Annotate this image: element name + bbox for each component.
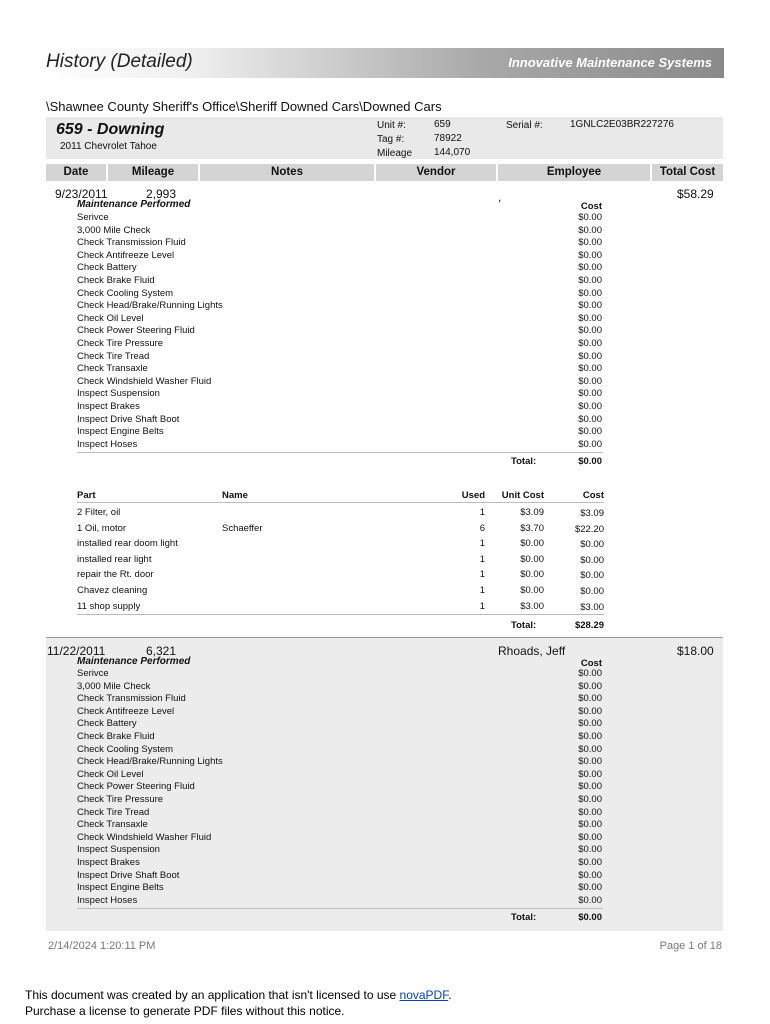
part-used: 1: [479, 553, 485, 565]
print-timestamp: 2/14/2024 1:20:11 PM: [48, 940, 156, 952]
part-cost: $3.09: [580, 508, 604, 519]
maintenance-item-cost: $0.00: [578, 857, 602, 868]
maintenance-item-cost: $0.00: [578, 363, 602, 375]
parts-header-unit-cost: Unit Cost: [501, 490, 544, 501]
maintenance-item: Check Transaxle: [77, 363, 148, 375]
maintenance-item-cost: $0.00: [578, 806, 602, 818]
part-name: 1 Oil, motor: [77, 522, 127, 534]
maintenance-item: Serivce: [77, 212, 109, 223]
maintenance-item-cost: $0.00: [578, 300, 602, 312]
record1-employee: ,: [498, 190, 502, 204]
vehicle-name: 659 - Downing: [56, 121, 165, 138]
maintenance-item-cost: $0.00: [578, 882, 602, 894]
record1-date: 9/23/2011: [55, 187, 108, 201]
maintenance-item: Check Tire Pressure: [77, 338, 164, 349]
report-title: History (Detailed): [46, 51, 193, 72]
serial-label: Serial #:: [506, 120, 543, 131]
maintenance-item-cost: $0.00: [578, 731, 602, 742]
part-name: installed rear doom light: [77, 538, 178, 550]
part-brand: Schaeffer: [222, 522, 263, 534]
maintenance-item-cost: $0.00: [578, 718, 602, 730]
maintenance-item: Inspect Drive Shaft Boot: [77, 413, 180, 425]
maintenance-item-cost: $0.00: [578, 781, 602, 793]
maintenance-item: Check Antifreeze Level: [77, 249, 175, 261]
maintenance-item-cost: $0.00: [578, 831, 602, 843]
maintenance-item: Check Battery: [77, 262, 137, 274]
breadcrumb: \Shawnee County Sheriff's Office\Sheriff Downed Cars\Downed Cars: [46, 99, 442, 114]
record2-mileage: 6,321: [146, 644, 177, 658]
maintenance-item: Check Windshield Washer Fluid: [77, 375, 212, 387]
part-unit-cost: $0.00: [520, 538, 544, 550]
record1-total-cost: $58.29: [677, 187, 714, 201]
record1-maint-divider: [77, 452, 603, 453]
maintenance-item: Check Antifreeze Level: [77, 705, 175, 717]
maintenance-item-cost: $0.00: [578, 237, 602, 249]
maintenance-item-cost: $0.00: [578, 705, 602, 717]
maintenance-item: Check Power Steering Fluid: [77, 781, 195, 793]
maintenance-item: Check Windshield Washer Fluid: [77, 831, 212, 843]
maintenance-item-cost: $0.00: [578, 756, 602, 768]
maintenance-item: Check Brake Fluid: [77, 275, 155, 286]
maintenance-item: Check Cooling System: [77, 287, 174, 299]
maintenance-item: Check Battery: [77, 718, 137, 730]
maintenance-item-cost: $0.00: [578, 438, 602, 450]
part-unit-cost: $0.00: [520, 553, 544, 565]
maintenance-item: Check Cooling System: [77, 743, 174, 755]
maintenance-item: Check Tire Tread: [77, 350, 150, 362]
parts-header-name: Name: [222, 490, 248, 501]
maintenance-item: Inspect Engine Belts: [77, 882, 164, 894]
maintenance-item-cost: $0.00: [578, 894, 602, 906]
record2-date: 11/22/2011: [47, 644, 106, 658]
mileage-label: Mileage: [377, 148, 413, 159]
license-notice-line1: [25, 988, 452, 1002]
novapdf-link[interactable]: novaPDF: [399, 988, 449, 1002]
maintenance-item: Check Transmission Fluid: [77, 237, 186, 249]
maintenance-item: Check Tire Pressure: [77, 794, 164, 805]
record2-cost-header: Cost: [580, 658, 602, 669]
column-header-notes: Notes: [200, 164, 374, 181]
maintenance-item-cost: $0.00: [578, 275, 602, 286]
notice-text: This document was created by an application that isn't licensed to use: [25, 988, 400, 1002]
column-header-date: Date: [46, 164, 106, 181]
part-used: 1: [479, 569, 485, 581]
maintenance-item: Check Transmission Fluid: [77, 693, 186, 705]
vehicle-info-box: [46, 117, 723, 159]
part-cost: $3.00: [580, 601, 604, 613]
maintenance-item: 3,000 Mile Check: [77, 680, 151, 692]
part-used: 1: [479, 538, 485, 550]
unit-label: Unit #:: [377, 120, 406, 131]
part-used: 1: [479, 507, 485, 518]
maintenance-item-cost: $0.00: [578, 413, 602, 425]
part-name: 2 Filter, oil: [77, 507, 121, 518]
part-used: 1: [479, 600, 485, 612]
part-cost: $0.00: [580, 539, 604, 551]
column-header-employee: Employee: [498, 164, 650, 181]
brand-name: Innovative Maintenance Systems: [508, 55, 712, 70]
maintenance-item: Inspect Suspension: [77, 388, 160, 400]
vehicle-model: 2011 Chevrolet Tahoe: [60, 141, 157, 152]
maintenance-item-cost: $0.00: [578, 668, 602, 679]
maintenance-item-cost: $0.00: [578, 375, 602, 387]
page-number: Page 1 of 18: [659, 940, 722, 952]
part-used: 1: [479, 585, 485, 596]
report-header: [37, 48, 724, 78]
parts-header-used: Used: [461, 490, 485, 501]
part-name: repair the Rt. door: [77, 569, 154, 581]
column-header-vendor: Vendor: [376, 164, 496, 181]
maintenance-item: Check Oil Level: [77, 312, 144, 324]
part-unit-cost: $0.00: [520, 569, 544, 581]
parts-header-part: Part: [77, 490, 96, 501]
record2-total-cost: $18.00: [677, 644, 714, 658]
maintenance-item-cost: $0.00: [578, 249, 602, 261]
parts-total-divider: [77, 614, 604, 615]
record2-maint-total-label: Total:: [511, 912, 537, 923]
serial-value: 1GNLC2E03BR227276: [570, 119, 674, 130]
record1-maint-total: $0.00: [578, 456, 602, 467]
part-name: Chavez cleaning: [77, 585, 148, 596]
maintenance-item-cost: $0.00: [578, 844, 602, 856]
part-unit-cost: $3.09: [520, 507, 544, 518]
maintenance-item-cost: $0.00: [578, 224, 602, 236]
maintenance-item-cost: $0.00: [578, 819, 602, 831]
maintenance-item-cost: $0.00: [578, 212, 602, 223]
maintenance-item: Serivce: [77, 668, 109, 679]
maintenance-item-cost: $0.00: [578, 426, 602, 438]
maintenance-item: Inspect Hoses: [77, 894, 138, 906]
maintenance-item: Check Head/Brake/Running Lights: [77, 756, 223, 768]
maintenance-item: Check Tire Tread: [77, 806, 150, 818]
part-cost: $0.00: [580, 554, 604, 566]
record1-cost-header: Cost: [580, 201, 602, 212]
maintenance-item-cost: $0.00: [578, 680, 602, 692]
tag-value: 78922: [434, 133, 462, 144]
part-unit-cost: $3.70: [520, 522, 544, 534]
parts-header-divider: [77, 502, 604, 503]
maintenance-item: Inspect Engine Belts: [77, 426, 164, 438]
record2-maint-total: $0.00: [578, 912, 602, 923]
part-cost: $0.00: [580, 586, 604, 597]
record2-top-divider: [46, 637, 723, 638]
tag-label: Tag #:: [377, 134, 405, 145]
mileage-value: 144,070: [434, 147, 471, 158]
part-unit-cost: $3.00: [520, 600, 544, 612]
maintenance-item-cost: $0.00: [578, 794, 602, 805]
maintenance-item: Check Head/Brake/Running Lights: [77, 300, 223, 312]
maintenance-item: Inspect Hoses: [77, 438, 138, 450]
part-name: 11 shop supply: [77, 600, 141, 612]
record1-mileage: 2,993: [146, 187, 177, 201]
maintenance-item-cost: $0.00: [578, 869, 602, 881]
record2-maint-divider: [77, 908, 603, 909]
record1-parts-total: $28.29: [574, 620, 604, 631]
maintenance-item-cost: $0.00: [578, 388, 602, 400]
column-header-total-cost: Total Cost: [652, 164, 723, 181]
maintenance-item: Inspect Drive Shaft Boot: [77, 869, 180, 881]
maintenance-item: Check Transaxle: [77, 819, 148, 831]
maintenance-item-cost: $0.00: [578, 338, 602, 349]
maintenance-item: Check Power Steering Fluid: [77, 325, 195, 337]
maintenance-item-cost: $0.00: [578, 350, 602, 362]
maintenance-item: Check Brake Fluid: [77, 731, 155, 742]
parts-header-cost: Cost: [582, 490, 604, 501]
part-name: installed rear light: [77, 553, 152, 565]
maintenance-item: Inspect Brakes: [77, 401, 140, 412]
part-cost: $0.00: [580, 570, 604, 582]
record1-maint-title: Maintenance Performed: [77, 199, 191, 210]
maintenance-item: Inspect Brakes: [77, 857, 140, 868]
maintenance-item-cost: $0.00: [578, 312, 602, 324]
maintenance-item-cost: $0.00: [578, 743, 602, 755]
notice-period: .: [448, 988, 452, 1002]
maintenance-item-cost: $0.00: [578, 401, 602, 412]
maintenance-item: 3,000 Mile Check: [77, 224, 151, 236]
unit-value: 659: [434, 119, 451, 130]
maintenance-item-cost: $0.00: [578, 287, 602, 299]
maintenance-item-cost: $0.00: [578, 325, 602, 337]
license-notice-line2: Purchase a license to generate PDF files without this notice.: [25, 1004, 345, 1018]
part-used: 6: [479, 522, 485, 534]
part-cost: $22.20: [574, 523, 604, 535]
maintenance-item-cost: $0.00: [578, 262, 602, 274]
record2-employee: Rhoads, Jeff: [498, 644, 566, 658]
maintenance-item-cost: $0.00: [578, 693, 602, 705]
record1-maint-total-label: Total:: [511, 456, 537, 467]
part-unit-cost: $0.00: [520, 585, 544, 596]
column-header-mileage: Mileage: [108, 164, 198, 181]
maintenance-item: Inspect Suspension: [77, 844, 160, 856]
maintenance-item: Check Oil Level: [77, 768, 144, 780]
record2-maint-title: Maintenance Performed: [77, 656, 191, 667]
maintenance-item-cost: $0.00: [578, 768, 602, 780]
record1-parts-total-label: Total:: [511, 620, 537, 631]
